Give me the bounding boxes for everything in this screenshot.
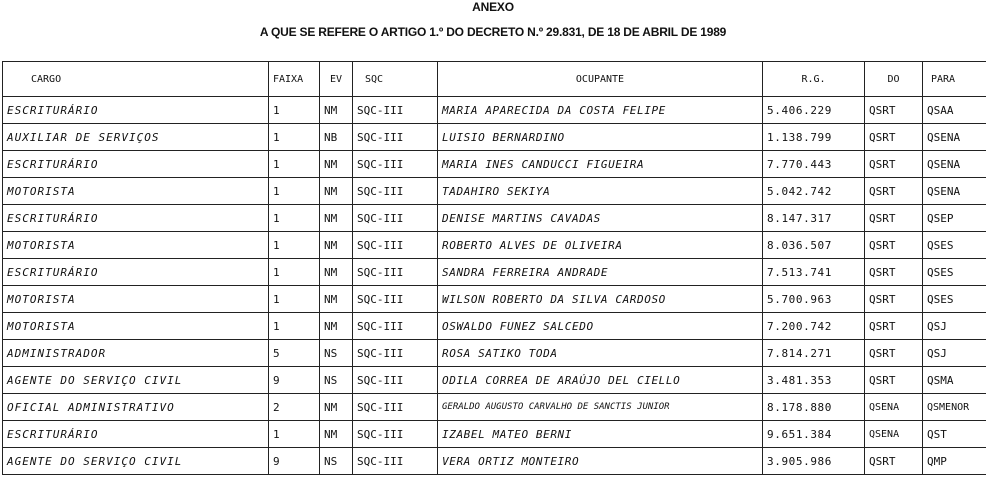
cell-faixa: 2 (269, 394, 320, 421)
cell-ev: NM (320, 421, 353, 448)
cell-rg: 3.481.353 (763, 367, 865, 394)
cell-ocupante: ROSA SATIKO TODA (438, 340, 763, 367)
column-header-ocupante: OCUPANTE (438, 62, 763, 97)
column-header-faixa: FAIXA (269, 62, 320, 97)
cell-rg: 8.178.880 (763, 394, 865, 421)
cell-para: QSES (923, 232, 986, 259)
cell-rg: 8.036.507 (763, 232, 865, 259)
cell-para: QSJ (923, 340, 986, 367)
cell-ocupante: ODILA CORREA DE ARAÚJO DEL CIELLO (438, 367, 763, 394)
cell-ocupante: OSWALDO FUNEZ SALCEDO (438, 313, 763, 340)
table-row (3, 178, 986, 205)
cell-para: QSES (923, 286, 986, 313)
cell-para: QST (923, 421, 986, 448)
cell-ocupante: ROBERTO ALVES DE OLIVEIRA (438, 232, 763, 259)
cell-faixa: 1 (269, 151, 320, 178)
cell-ev: NM (320, 232, 353, 259)
table-row (3, 448, 986, 475)
cell-rg: 5.042.742 (763, 178, 865, 205)
cell-cargo: ESCRITURÁRIO (3, 421, 269, 448)
cell-cargo: AGENTE DO SERVIÇO CIVIL (3, 448, 269, 475)
cell-rg: 8.147.317 (763, 205, 865, 232)
cell-ev: NM (320, 313, 353, 340)
cell-do: QSRT (865, 367, 923, 394)
column-header-cargo: CARGO (3, 62, 269, 97)
cell-rg: 1.138.799 (763, 124, 865, 151)
cell-rg: 3.905.986 (763, 448, 865, 475)
cell-ev: NM (320, 259, 353, 286)
table-row (3, 340, 986, 367)
column-header-para: PARA (923, 62, 986, 97)
cell-para: QSMENOR (923, 394, 986, 421)
table-row (3, 151, 986, 178)
cell-cargo: AGENTE DO SERVIÇO CIVIL (3, 367, 269, 394)
cell-ev: NM (320, 178, 353, 205)
cell-sqc: SQC-III (353, 367, 438, 394)
cell-para: QSES (923, 259, 986, 286)
cell-para: QSENA (923, 124, 986, 151)
cell-para: QSJ (923, 313, 986, 340)
cell-ocupante: MARIA APARECIDA DA COSTA FELIPE (438, 97, 763, 124)
cell-faixa: 1 (269, 97, 320, 124)
cell-sqc: SQC-III (353, 448, 438, 475)
cell-do: QSRT (865, 340, 923, 367)
cell-ocupante: WILSON ROBERTO DA SILVA CARDOSO (438, 286, 763, 313)
cell-rg: 7.770.443 (763, 151, 865, 178)
cell-ocupante: MARIA INES CANDUCCI FIGUEIRA (438, 151, 763, 178)
cell-faixa: 1 (269, 313, 320, 340)
cell-faixa: 5 (269, 340, 320, 367)
cell-rg: 7.814.271 (763, 340, 865, 367)
cell-sqc: SQC-III (353, 394, 438, 421)
cell-cargo: ESCRITURÁRIO (3, 205, 269, 232)
cell-cargo: MOTORISTA (3, 313, 269, 340)
table-row (3, 259, 986, 286)
table-row (3, 286, 986, 313)
table-row (3, 124, 986, 151)
cell-cargo: MOTORISTA (3, 232, 269, 259)
cell-ocupante: SANDRA FERREIRA ANDRADE (438, 259, 763, 286)
cell-faixa: 1 (269, 232, 320, 259)
cell-ocupante: VERA ORTIZ MONTEIRO (438, 448, 763, 475)
table-row (3, 421, 986, 448)
cell-ev: NS (320, 448, 353, 475)
cell-ev: NS (320, 367, 353, 394)
cell-rg: 7.200.742 (763, 313, 865, 340)
cell-do: QSRT (865, 97, 923, 124)
cell-do: QSENA (865, 394, 923, 421)
cell-rg: 9.651.384 (763, 421, 865, 448)
document-title: ANEXO (472, 0, 514, 14)
cell-sqc: SQC-III (353, 205, 438, 232)
cell-sqc: SQC-III (353, 151, 438, 178)
cell-cargo: ESCRITURÁRIO (3, 97, 269, 124)
cell-cargo: ESCRITURÁRIO (3, 259, 269, 286)
column-header-ev: EV (320, 62, 353, 97)
cell-para: QSMA (923, 367, 986, 394)
cell-ocupante: TADAHIRO SEKIYA (438, 178, 763, 205)
cell-faixa: 9 (269, 367, 320, 394)
cell-do: QSRT (865, 313, 923, 340)
cell-do: QSRT (865, 286, 923, 313)
cell-cargo: MOTORISTA (3, 178, 269, 205)
cell-faixa: 1 (269, 205, 320, 232)
cell-sqc: SQC-III (353, 178, 438, 205)
column-header-do: DO (865, 62, 923, 97)
cell-para: QMP (923, 448, 986, 475)
cell-cargo: MOTORISTA (3, 286, 269, 313)
table-row (3, 232, 986, 259)
table-row (3, 394, 986, 421)
cell-para: QSAA (923, 97, 986, 124)
cell-cargo: ESCRITURÁRIO (3, 151, 269, 178)
cell-ev: NS (320, 340, 353, 367)
cell-do: QSRT (865, 178, 923, 205)
table-row (3, 367, 986, 394)
cell-ev: NM (320, 151, 353, 178)
cell-ocupante: IZABEL MATEO BERNI (438, 421, 763, 448)
cell-sqc: SQC-III (353, 313, 438, 340)
cell-ev: NB (320, 124, 353, 151)
cell-do: QSRT (865, 259, 923, 286)
cell-faixa: 1 (269, 421, 320, 448)
cell-sqc: SQC-III (353, 286, 438, 313)
cell-do: QSENA (865, 421, 923, 448)
table-row (3, 313, 986, 340)
column-header-sqc: SQC (353, 62, 438, 97)
cell-rg: 7.513.741 (763, 259, 865, 286)
cell-para: QSENA (923, 178, 986, 205)
cell-faixa: 1 (269, 178, 320, 205)
anexo-table (2, 61, 986, 475)
cell-rg: 5.406.229 (763, 97, 865, 124)
column-header-rg: R.G. (763, 62, 865, 97)
cell-cargo: OFICIAL ADMINISTRATIVO (3, 394, 269, 421)
cell-ev: NM (320, 286, 353, 313)
cell-ev: NM (320, 97, 353, 124)
cell-do: QSRT (865, 205, 923, 232)
cell-ocupante: GERALDO AUGUSTO CARVALHO DE SANCTIS JUNIOR (438, 394, 763, 421)
cell-cargo: ADMINISTRADOR (3, 340, 269, 367)
cell-cargo: AUXILIAR DE SERVIÇOS (3, 124, 269, 151)
cell-sqc: SQC-III (353, 259, 438, 286)
cell-sqc: SQC-III (353, 232, 438, 259)
cell-rg: 5.700.963 (763, 286, 865, 313)
cell-do: QSRT (865, 151, 923, 178)
cell-do: QSRT (865, 232, 923, 259)
cell-faixa: 1 (269, 124, 320, 151)
cell-sqc: SQC-III (353, 124, 438, 151)
cell-faixa: 9 (269, 448, 320, 475)
cell-ev: NM (320, 394, 353, 421)
cell-sqc: SQC-III (353, 421, 438, 448)
table-header-row (3, 62, 986, 97)
cell-ev: NM (320, 205, 353, 232)
cell-ocupante: DENISE MARTINS CAVADAS (438, 205, 763, 232)
cell-faixa: 1 (269, 286, 320, 313)
table-row (3, 205, 986, 232)
table-row (3, 97, 986, 124)
document-subtitle: A QUE SE REFERE O ARTIGO 1.º DO DECRETO N.º 29.831, DE 18 DE ABRIL DE 1989 (259, 25, 727, 39)
cell-do: QSRT (865, 448, 923, 475)
cell-sqc: SQC-III (353, 340, 438, 367)
cell-para: QSEP (923, 205, 986, 232)
cell-do: QSRT (865, 124, 923, 151)
cell-para: QSENA (923, 151, 986, 178)
cell-ocupante: LUISIO BERNARDINO (438, 124, 763, 151)
cell-sqc: SQC-III (353, 97, 438, 124)
cell-faixa: 1 (269, 259, 320, 286)
